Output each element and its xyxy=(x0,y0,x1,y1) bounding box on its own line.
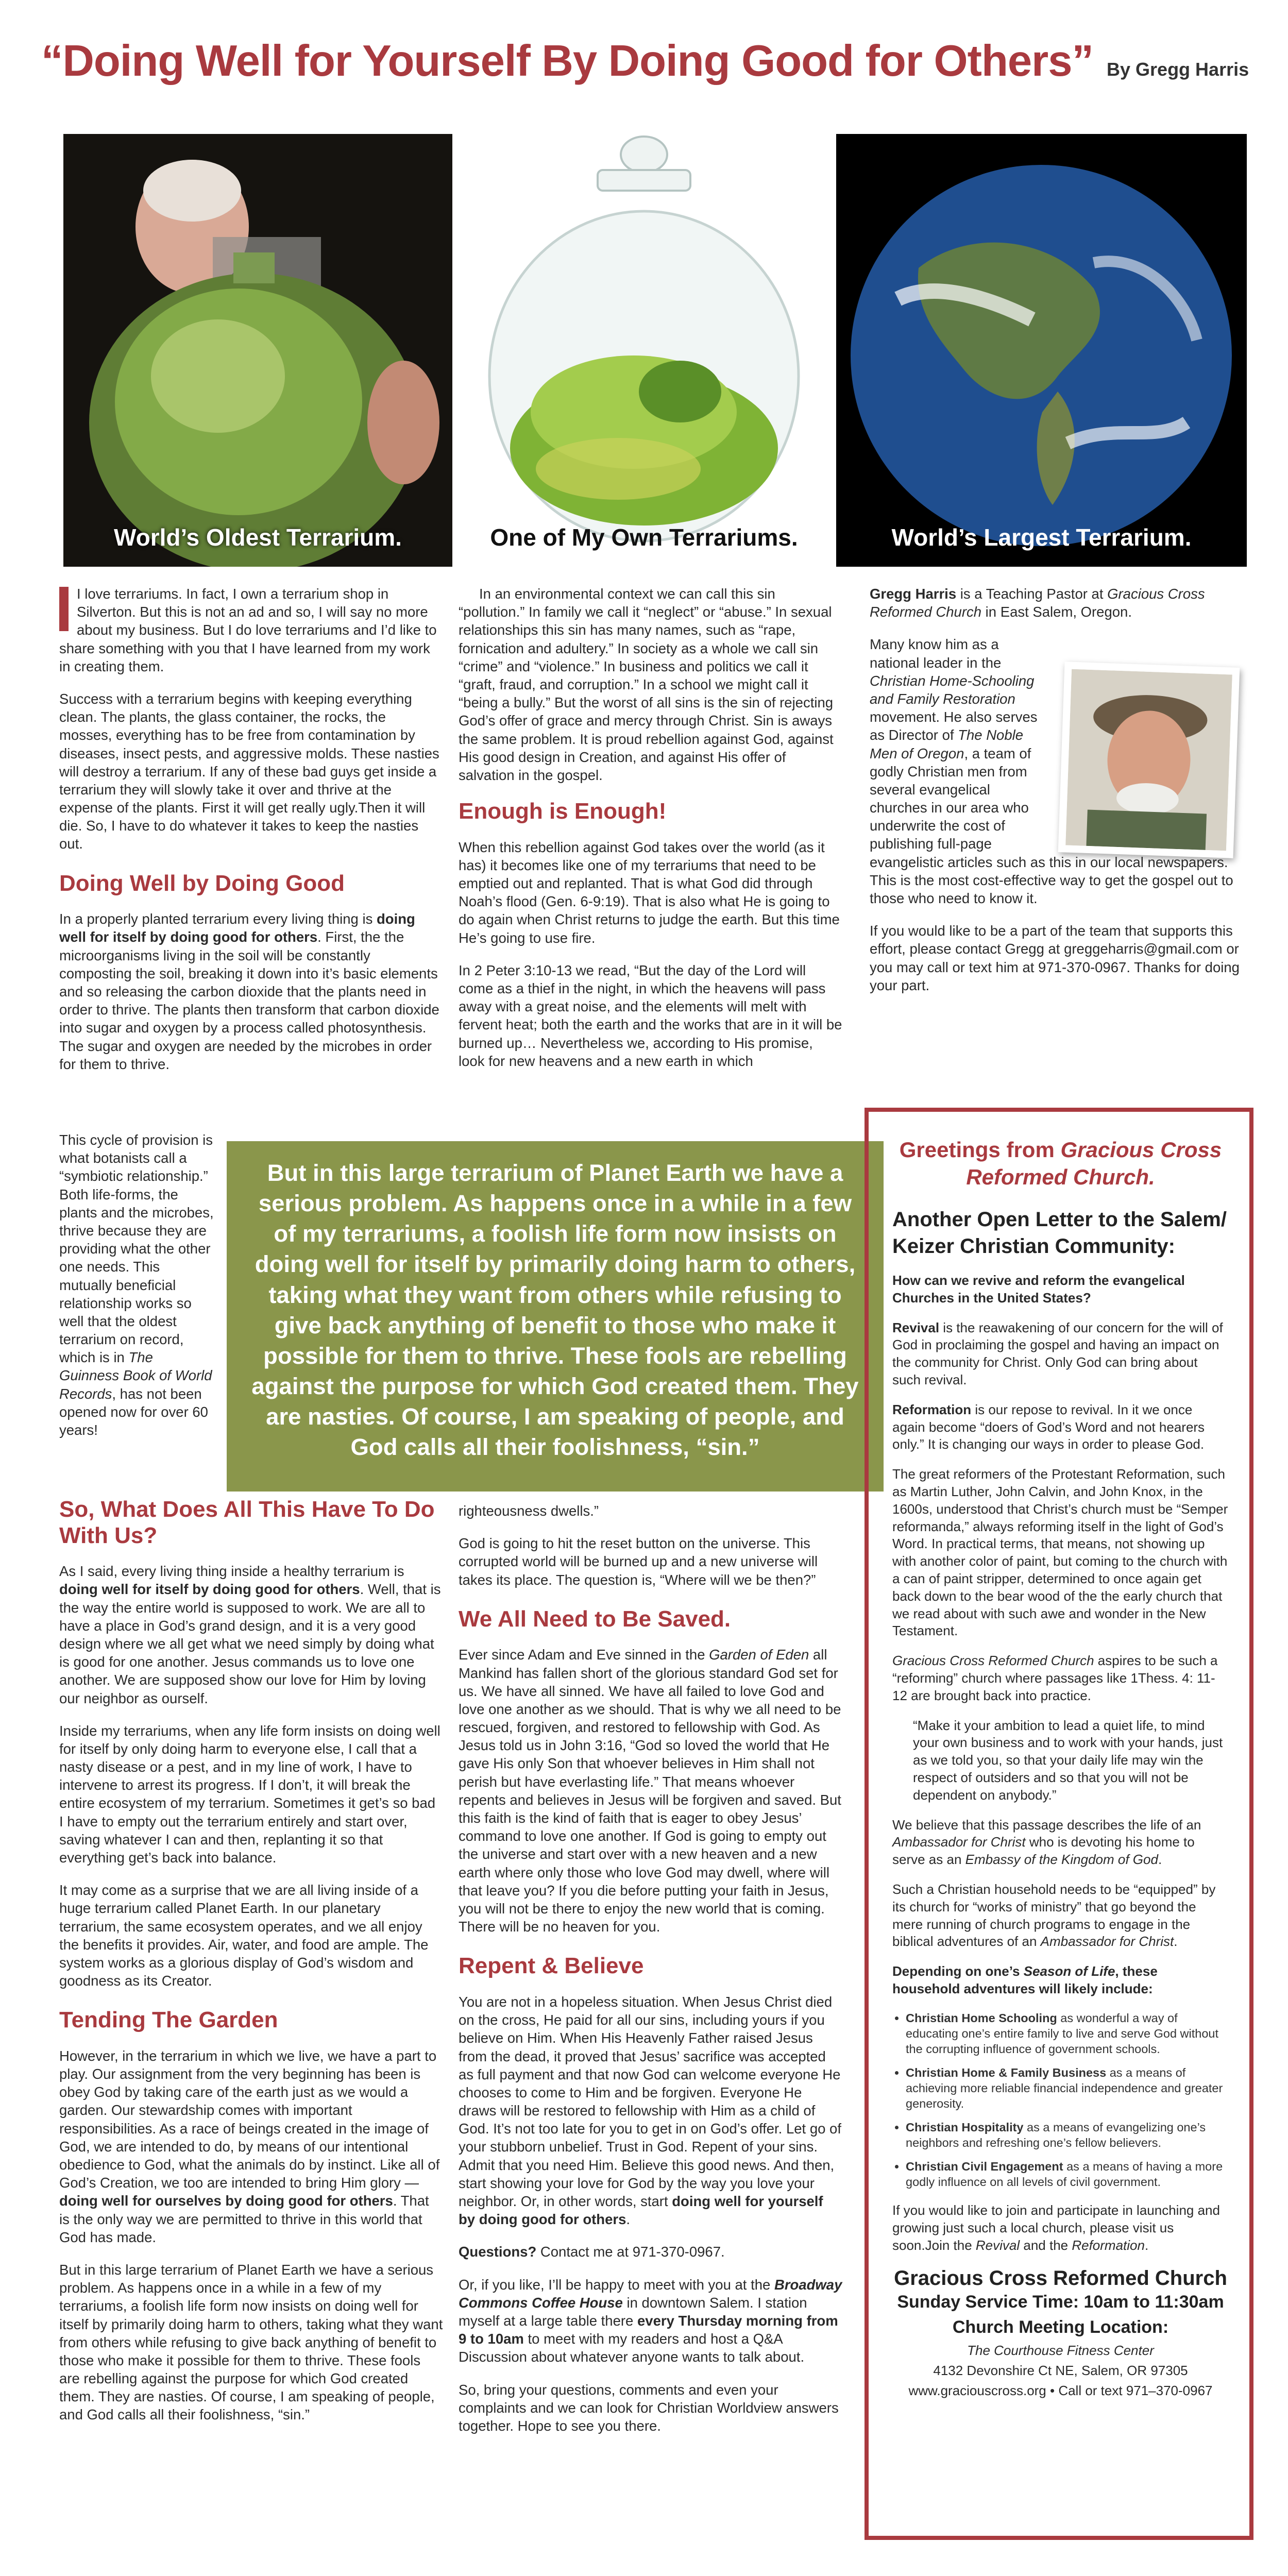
paragraph: As I said, every living thing inside a healthy terrarium is doing well for itself by doing good for others. Well, that is the way the entire world is supposed to work. We are all to have a place in God’s grand design, and it is a very good design where we all get what we need simply by doing what is good for one another. Jesus commands us to love one another. We are supposed show our love for Him by loving our neighbor as ourself. xyxy=(59,1563,441,1706)
photo-caption: World’s Largest Terrarium. xyxy=(891,524,1192,551)
question: How can we revive and reform the evangelical Churches in the United States? xyxy=(892,1273,1185,1306)
column-2-top xyxy=(459,585,842,1084)
adventure-list xyxy=(892,2010,1229,2190)
paragraph: righteousness dwells.” xyxy=(459,1503,599,1519)
heading-enough: Enough is Enough! xyxy=(459,799,667,824)
pull-quote: But in this large terrarium of Planet Earth we have a serious problem. As happens once in a while in a few of my terrariums, a foolish life form now insists on doing well for itself by primarily doing harm to others, taking what they want from others while refusing to give back anything of benefit to those who make it possible for them to thrive. These fools are rebelling against the purpose for which God created them. They are nasties. Of course, I am speaking of people, and God calls all their foolishness, “sin.” xyxy=(227,1141,884,1492)
church-name: Gracious Cross Reformed Church xyxy=(894,2266,1227,2290)
list-item: • Christian Civil Engagement as a means of having a more godly influence on all levels of civil government. xyxy=(906,2159,1229,2190)
church-info xyxy=(892,2267,1229,2399)
heading-tending: Tending The Garden xyxy=(59,2007,278,2033)
paragraph: Many know him as a national leader in the Christian Home-Schooling and Family Restoration movement. He also serves as Director of The Noble Men of Oregon, a team of godly Christian men from several evangelical churches in our area who underwrite the cost of publishing full-page evangelistic articles such as this in our local newspapers. This is the most cost-effective way to get the gospel out to those who need to know it. xyxy=(870,636,1233,906)
column-1-bottom xyxy=(59,1497,443,2438)
paragraph: So, bring your questions, comments and even your complaints and we can look for Christian Worldview answers together. Hope to see you there. xyxy=(459,2381,839,2434)
article-title-row xyxy=(41,36,1267,87)
paragraph: I love terrariums. In fact, I own a terrarium shop in Silverton. But this is not an ad and so, I will say no more about my business. But I do love terrariums and I’d like to share something with you that I have learned from my work in creating them. xyxy=(59,586,437,674)
article-title: “Doing Well for Yourself By Doing Good for Others” xyxy=(41,37,1094,86)
paragraph: Questions? Contact me at 971-370-0967. xyxy=(459,2244,725,2260)
paragraph: Reformation is our repose to revival. In it we once again become “doers of God’s Word and not hearers only.” It is changing our ways in order to please God. xyxy=(892,1401,1205,1452)
contact-line: www.graciouscross.org • Call or text 971–370-0967 xyxy=(908,2382,1213,2398)
paragraph: If you would like to join and participate in launching and growing just such a local church, please visit us soon.Join the Revival and the Reformation. xyxy=(892,2202,1220,2253)
heading-repent: Repent & Believe xyxy=(459,1953,644,1979)
open-letter-heading: Another Open Letter to the Salem/ Keizer Christian Community: xyxy=(892,1208,1227,1258)
paragraph: In a properly planted terrarium every living thing is doing well for itself by doing good for others. First, the the microorganisms living in the soil will be constantly composting the soil, breaking it down into it’s basic elements and so releasing the carbon dioxide that the plants need in order to thrive. The plants then transform that carbon dioxide into sugar and oxygen by a process called photosynthesis. The sugar and oxygen are needed by the microbes in order for them to thrive. xyxy=(59,911,439,1072)
paragraph: However, in the terrarium in which we live, we have a part to play. Our assignment from the very beginning has been is obey God by taking care of the earth just as we would a garden. Our stewardship comes with important responsibilities. As a race of beings created in the image of God, we are intended to do, by means of our intentional obedience to God, what the animals do by instinct. Like all of God’s Creation, we too are intended to bring Him glory — doing well for ourselves by doing good for others. That is the only way we are permitted to thrive in this world that God has made. xyxy=(59,2047,440,2245)
paragraph: Inside my terrariums, when any life form insists on doing well for itself by only doing harm to everyone else, I call that a nasty disease or a pest, and in my line of work, I have to intervene to arrest its progress. If I don’t, it will break the entire ecosystem of my terrarium. Sometimes it get’s so bad I have to empty out the terrarium entirely and start over, saving whatever I can and then, replanting it so that everything get’s back into balance. xyxy=(59,1722,440,1866)
location-name: The Courthouse Fitness Center xyxy=(967,2342,1154,2358)
photo-caption: World’s Oldest Terrarium. xyxy=(114,524,402,551)
paragraph: Gregg Harris is a Teaching Pastor at Gracious Cross Reformed Church in East Salem, Oregon. xyxy=(870,586,1205,620)
column-3-bio xyxy=(870,585,1253,1009)
photo-oldest-terrarium xyxy=(63,134,452,567)
paragraph: We believe that this passage describes the life of an Ambassador for Christ who is devoting his home to serve as an Embassy of the Kingdom of God. xyxy=(892,1817,1201,1868)
service-time: Sunday Service Time: 10am to 11:30am xyxy=(897,2292,1224,2312)
paragraph: This cycle of provision is what botanists call a “symbiotic relationship.” Both life-forms, the plants and the microbes, thrive because they are providing what the other one needs. This mutually beneficial relationship works so well that the oldest terrarium on record, which is in The Guinness Book of World Records, has not been opened now for over 60 years! xyxy=(59,1132,214,1438)
photo-caption: One of My Own Terrariums. xyxy=(490,524,798,551)
paragraph: When this rebellion against God takes over the world (as it has) it becomes like one of my terrariums that need to be emptied out and replanted. That is what God did through Noah’s flood (Gen. 6-9:19). That is also what He is going to do again when Christ returns to judge the earth. But this time He’s going to use fire. xyxy=(459,839,840,946)
column-1-narrow xyxy=(59,1131,214,1453)
column-2-bottom xyxy=(459,1502,842,2449)
paragraph: Or, if you like, I’ll be happy to meet with you at the Broadway Commons Coffee House in downtown Salem. I station myself at a large table there every Thursday morning from 9 to 10am to meet with my readers and host a Q&A Discussion about whatever anyone wants to talk about. xyxy=(459,2276,842,2365)
paragraph: Gracious Cross Reformed Church aspires to be such a “reforming” church where passages like 1Thess. 4: 11-12 are brought back into practice. xyxy=(892,1653,1218,1703)
paragraph: Ever since Adam and Eve sinned in the Garden of Eden all Mankind has fallen short of the glorious standard God set for us. We have all sinned. We have all failed to love God and love one another as we should. That is why we all need to be rescued, forgiven, and restored to fellowship with God. As Jesus told us in John 3:16, “God so loved the world that He gave His only Son that whoever believes in Him shall not perish but have everlasting life.” That means whoever repents and believes in Jesus will be forgiven and saved. But this faith is the kind of faith that is eager to obey Jesus’ command to love one another. If God is going to empty out the universe and start over with a new heaven and a new earth where only those who love God may dwell, where will that leave you? If you die before putting your faith in Jesus, you will not be there to enjoy the new world that is coming. There will be no heaven for you. xyxy=(459,1647,841,1935)
paragraph: In 2 Peter 3:10-13 we read, “But the day of the Lord will come as a thief in the night, in which the heavens will pass away with a great noise, and the elements will melt with fervent heat; both the earth and the works that are in it will be burned up… Nevertheless we, according to His promise, look for new heavens and a new earth in which xyxy=(459,962,842,1069)
paragraph: Depending on one’s Season of Life, these household adventures will likely include: xyxy=(892,1963,1158,1996)
list-item: • Christian Home & Family Business as a means of achieving more reliable financial independence and greater generosity. xyxy=(906,2065,1229,2111)
paragraph: But in this large terrarium of Planet Earth we have a serious problem. As happens once in a while in a few of my terrariums, a foolish life form now insists on doing well for itself by primarily doing harm to others, taking what they want from others while refusing to give back anything of benefit to those who make it possible for them to thrive. These fools are rebelling against the purpose for which God created them. They are nasties. Of course, I am speaking of people, and God calls all their foolishness, “sin.” xyxy=(59,2261,443,2423)
church-letter-box xyxy=(865,1108,1253,2540)
byline: By Gregg Harris xyxy=(1107,59,1249,80)
column-1-top xyxy=(59,585,440,1088)
location-label: Church Meeting Location: xyxy=(952,2317,1169,2337)
list-item: • Christian Hospitality as a means of evangelizing one’s neighbors and refreshing one’s fellow believers. xyxy=(906,2120,1229,2150)
scripture-quote: “Make it your ambition to lead a quiet life, to mind your own business and to work with your hands, just as we told you, so that your daily life may win the respect of outsiders and so that you will not be dependent on anybody.” xyxy=(913,1717,1223,1803)
paragraph: God is going to hit the reset button on the universe. This corrupted world will be burned up and a new universe will takes its place. The question is, “Where will we be then?” xyxy=(459,1535,818,1588)
photo-float-space xyxy=(1050,635,1253,836)
paragraph: If you would like to be a part of the team that supports this effort, please contact Gregg at greggeharris@gmail.com or you may call or text him at 971-370-0967. Thanks for doing your part. xyxy=(870,923,1240,993)
paragraph: In an environmental context we can call this sin “pollution.” In family we call it “neglect” or “abuse.” In sexual relationships this sin has many names, such as “rape, fornication and adultery.” In society as a whole we call sin “crime” and “violence.” In business and politics we call it “graft, fraud, and corruption.” In a school we might call it “being a bully.” But the worst of all sins is the sin of rejecting God’s offer of grace and mercy through Christ. Sin is aways the same problem. It is proud rebellion against God, against His good design in Creation, and against His offer of salvation in the gospel. xyxy=(459,586,834,783)
paragraph: It may come as a surprise that we are all living inside of a huge terrarium called Planet Earth. In our planetary terrarium, the same ecosystem operates, and we all enjoy the benefits it provides. Air, water, and food are ample. The system works as a glorious display of God’s wisdom and goodness as its Creator. xyxy=(59,1882,429,1989)
paragraph: Success with a terrarium begins with keeping everything clean. The plants, the glass container, the rocks, the mosses, everything has to be free from contamination by diseases, insect pests, and aggressive molds. These nasties will destroy a terrarium. If any of these bad guys get inside a terrarium they will slowly take it over and thrive at the expense of the plants. First it will get really ugly.Then it will die. So, I have to do whatever it takes to keep the nasties out. xyxy=(59,690,439,852)
photo-largest-terrarium xyxy=(836,134,1247,567)
heading-so-what: So, What Does All This Have To Do With Us? xyxy=(59,1497,435,1548)
planet-earth-image xyxy=(836,134,1247,567)
address: 4132 Devonshire Ct NE, Salem, OR 97305 xyxy=(933,2362,1188,2378)
oldest-terrarium-image xyxy=(63,134,452,567)
drop-cap-bar xyxy=(59,587,69,631)
heading-saved: We All Need to Be Saved. xyxy=(459,1606,731,1632)
paragraph: Such a Christian household needs to be “equipped” by its church for “works of ministry” that go beyond the mere running of church programs to engage in the biblical adventures of an Ambassador for Christ. xyxy=(892,1881,1216,1950)
paragraph: You are not in a hopeless situation. When Jesus Christ died on the cross, He paid for all our sins, including yours if you believe on Him. When His Heavenly Father raised Jesus from the dead, it proved that Jesus’ sacrifice was accepted as full payment and that now God can welcome everyone He chooses to come to Him and be forgiven. Everyone He draws will be restored to fellowship with Him as a child of God. It’s not too late for you to get in on God’s offer. Let go of your stubborn unbelief. Trust in God. Repent of your sins. Admit that you need Him. Believe this good news. And then, start showing your love for God by the way you love your neighbor. Or, in other words, start doing well for yourself by doing good for others. xyxy=(459,1993,841,2228)
greeting: Greetings from Gracious Cross Reformed Church. xyxy=(899,1138,1222,1189)
heading-doing-well: Doing Well by Doing Good xyxy=(59,870,345,896)
paragraph: Revival is the reawakening of our concern for the will of God in proclaiming the gospel and having an impact on the community for Christ. Only God can bring about such revival. xyxy=(892,1319,1223,1387)
paragraph: The great reformers of the Protestant Reformation, such as Martin Luther, John Calvin, and John Knox, in the 1600s, understood that Christ’s church must be “Semper reformanda,” always reforming itself in the light of God’s Word. In practical terms, that means, not showing up with another color of paint, but coming to the church with a can of paint stripper, determined to once again get back down to the bear wood of the the early church that we read about with such awe and wonder in the New Testament. xyxy=(892,1466,1228,1639)
own-terrarium-image xyxy=(464,134,824,567)
photo-own-terrarium xyxy=(464,134,824,567)
list-item: • Christian Home Schooling as wonderful a way of educating one’s entire family to live and serve God without the corrupting influence of government schools. xyxy=(906,2010,1229,2057)
